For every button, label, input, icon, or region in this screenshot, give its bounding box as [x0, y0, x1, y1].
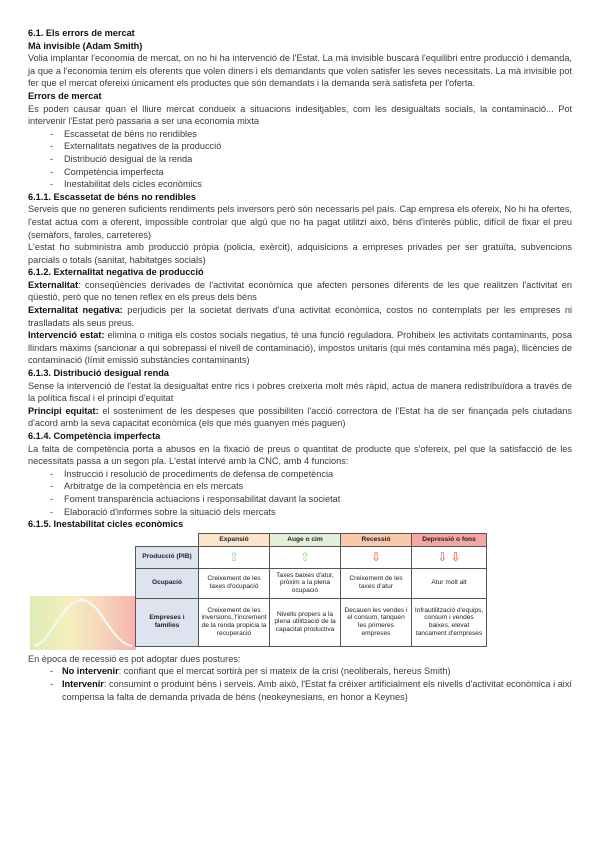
header-depressio: Depressió o fons	[412, 533, 487, 546]
double-down-arrow-icon: ⇩ ⇩	[412, 546, 487, 568]
externality-text: : conseqüències derivades de l'activitat econòmica que afecten persones diferents de les que realitzen l'activitat en qüestió, però que no tenen reflex en els preus dels béns	[28, 279, 572, 303]
section-title-6-1-1: 6.1.1. Escassetat de béns no rendibles	[28, 191, 196, 202]
table-cell: Nivells propers a la plena utilització de la capacitat productiva	[270, 598, 341, 646]
posture-text: : confiant que el mercat sortirà per si mateix de la crisi (neoliberals, hereus Smith)	[118, 666, 451, 677]
externality-paragraph	[28, 279, 572, 304]
negative-externality-text: perjudicis per la societat derivats d'una activitat econòmica, costos no contemplats per les empreses ni traslladats als seus preus.	[28, 305, 572, 328]
goods-paragraph-1: Serveis que no generen suficients rendiments pels inversors però són necessaris pel país. Cap empresa els ofereix, No hi ha ofertes, l'estat actua com a oferent, impossible controlar que algú que no ha pagat utilitzi això, béns d'interès públic, difícil de fixar el preu (semàfors, faroles, carreteres)	[28, 204, 572, 240]
table-cell: Taxes baixes d'atur, pròxim a la plena ocupació	[270, 568, 341, 598]
down-arrow-icon: ⇩	[341, 546, 412, 568]
list-item: - Arbitratge de la competència en els mercats	[50, 480, 572, 493]
header-recessio: Recessió	[341, 533, 412, 546]
equity-text: el sosteniment de les despeses que possibiliten l'acció correctora de l'Estat ha de ser finançada pels ciutadans d'acord amb la seva capacitat econòmica (els que més guanyen més paguen)	[28, 405, 572, 429]
table-header-row	[136, 533, 487, 546]
table-cell: Decauen les vendes i el consum, tanquen les primeres empreses	[341, 598, 412, 646]
competition-paragraph: La falta de competència porta a abusos en la fixació de preus o quantitat de producte que s'ofereix, pel que la satisfacció de les necessitats passa a un segon pla. L'estat intervé amb la CNC, amb 4 funcions:	[28, 443, 572, 467]
state-intervention-paragraph	[28, 329, 572, 367]
gauge-background	[30, 596, 136, 650]
posture-label: No intervenir	[62, 666, 119, 677]
market-errors-heading: Errors de mercat	[28, 90, 102, 101]
table-row	[136, 598, 487, 646]
list-item: - Competència imperfecta	[50, 166, 572, 179]
list-item: - Instrucció i resolució de procediments de defensa de competència	[50, 468, 572, 481]
postures-list	[28, 665, 572, 703]
negative-externality-paragraph	[28, 304, 572, 329]
list-item	[50, 678, 572, 703]
row-label-produccio: Producció (PIB)	[136, 546, 199, 568]
document-page	[28, 27, 572, 703]
section-title-6-1-3: 6.1.3. Distribució desigual renda	[28, 368, 169, 379]
up-arrow-icon: ⇧	[199, 546, 270, 568]
state-intervention-label: Intervenció estat:	[28, 330, 105, 341]
table-row	[136, 568, 487, 598]
row-label-ocupacio: Ocupació	[136, 568, 199, 598]
table-cell: Creixement de les taxes d'ocupació	[199, 568, 270, 598]
list-item: - Escassetat de béns no rendibles	[50, 128, 572, 141]
row-label-empreses: Empreses i famílies	[136, 598, 199, 646]
list-item: - Distribució desigual de la renda	[50, 153, 572, 166]
list-item: - Elaboració d'informes sobre la situació dels mercats	[50, 506, 572, 519]
posture-text: : consumint o produint béns i serveis. Amb això, l'Estat fa créixer artificialment els nivells d'activitat econòmica i així compensa la falta de demanda privada de béns (neokeynesians, en honor a Keynes)	[62, 678, 572, 702]
equity-label: Principi equitat:	[28, 405, 99, 416]
header-expansio: Expansió	[199, 533, 270, 546]
market-errors-paragraph: Es poden causar quan el lliure mercat condueix a situacions indesitjables, com les desigualtats socials, la contaminació... Pot intervenir l'Estat però passaria a ser una economia mixta	[28, 103, 572, 127]
list-item: - Inestabilitat dels cicles econòmics	[50, 178, 572, 191]
list-item: - Foment transparència actuacions i responsabilitat davant la societat	[50, 493, 572, 506]
invisible-hand-paragraph: Volia implantar l'economia de mercat, on no hi ha intervenció de l'Estat. La mà invisible buscarà l'equilibri entre producció i demanda, ja que a l'economia tenim els oferents que volen diners i els demandants que volen satisfer les seves necessitats. La mà invisible pot fer que el mercat ofereixi únicament els productes que són demandats i la demanda serà satisfeta per l'oferta.	[28, 53, 572, 89]
section-title-6-1-5: 6.1.5. Inestabilitat cicles econòmics	[28, 519, 184, 530]
invisible-hand-heading: Mà invisible (Adam Smith)	[28, 40, 143, 51]
up-arrow-icon: ⇧	[270, 546, 341, 568]
cycle-gauge-graphic	[30, 596, 136, 650]
table-cell: Infrautilització d'equips, consum i vendes baixes, elevat tancament d'empreses	[412, 598, 487, 646]
table-cell: Creixement de les inversions, l'increment de la renda propicia la recuperació	[199, 598, 270, 646]
table-row	[136, 546, 487, 568]
section-title-6-1-2: 6.1.2. Externalitat negativa de producció	[28, 267, 204, 278]
section-title-6-1: 6.1. Els errors de mercat	[28, 28, 135, 38]
list-item: - Externalitats negatives de la producció	[50, 140, 572, 153]
externality-label: Externalitat	[28, 279, 79, 290]
goods-paragraph-2: L'estat ho subministra amb producció pròpia (policia, exèrcit), adquisicions a empreses privades per ser gratuïta, subvencions parcials o totals (sanitat, habitatges socials)	[28, 242, 572, 265]
equity-paragraph	[28, 405, 572, 430]
section-title-6-1-4: 6.1.4. Competència imperfecta	[28, 431, 161, 441]
economic-cycle-figure	[28, 533, 572, 651]
postures-intro: En època de recessió es pot adoptar dues postures:	[28, 653, 241, 664]
table-cell: Creixement de les taxes d'atur	[341, 568, 412, 598]
table-cell: Atur molt alt	[412, 568, 487, 598]
table-corner	[136, 533, 199, 546]
posture-label: Intervenir	[62, 678, 104, 689]
income-paragraph: Sense la intervenció de l'estat la desigualtat entre rics i pobres creixeria molt més ràpid, actua de manera redistribuïdora a través de la política fiscal i el principi d'equitat	[28, 380, 572, 404]
list-item	[50, 665, 572, 678]
market-errors-list	[28, 128, 572, 191]
cycle-table	[135, 533, 487, 647]
cnc-functions-list	[28, 468, 572, 518]
negative-externality-label: Externalitat negativa:	[28, 305, 123, 316]
state-intervention-text: elimina o mitiga els costos socials negatius, té una funció reguladora. Prohibeix les activitats contaminants, posa llindars màxims (sancionar a qui sobrepassi el nivell de contaminació), impostos unitaris (qui més contamina més paga), llicències de contaminació (límit emissió substàncies contaminants)	[28, 330, 572, 366]
header-auge: Auge o cim	[270, 533, 341, 546]
